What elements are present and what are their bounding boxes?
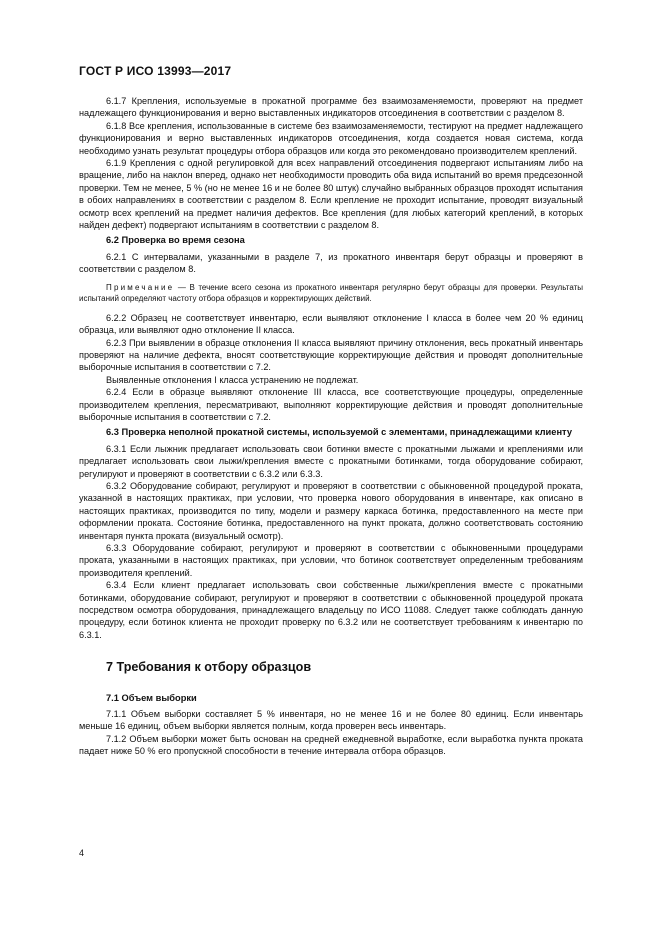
page-number: 4 [79,848,85,858]
paragraph-7-1-2: 7.1.2 Объем выборки может быть основан на средней ежедневной выработке, если выработка пункта проката падает ниже 50 % его пропускной способности в течение интервала отбора образцов. [79,733,583,757]
paragraph-6-2-1: 6.2.1 С интервалами, указанными в разделе 7, из прокатного инвентаря берут образцы и проверяют в соответствии с разделом 8. [79,251,583,275]
document-header: ГОСТ Р ИСО 13993—2017 [79,64,232,78]
paragraph-6-3-1: 6.3.1 Если лыжник предлагает использовать свои ботинки вместе с прокатными лыжами и креплениями или предлагает использовать свои лыжи/крепления вместе с прокатными ботинками, тогда оборудование собирают, регулируют и проверяют в соответствии с 6.3.2 или 6.3.3. [79,443,583,479]
paragraph-6-1-8: 6.1.8 Все крепления, использованные в системе без взаимозаменяемости, тестируют на предмет надлежащего функционирования и верно выставленных индикаторов отсоединения, когда создается новая система, когда необходимо узнать результат процедуры отбора образцов или когда это рекомендовано производителем креплений. [79,120,583,156]
heading-section-7: 7 Требования к отбору образцов [106,660,312,675]
paragraph-6-2-2: 6.2.2 Образец не соответствует инвентарю, если выявляют отклонение I класса в более чем 20 % единиц образца, или выявляют одно отклонение II класса. [79,312,583,336]
note-text: — В течение всего сезона из прокатного инвентаря регулярно берут образцы для проверки. Результаты испытаний определяют частоту отбора образцов и корректирующих действий. [79,282,583,304]
paragraph-6-2-3-continuation: Выявленные отклонения I класса устранению не подлежат. [106,374,359,385]
paragraph-6-2-4: 6.2.4 Если в образце выявляют отклонение III класса, все соответствующие процедуры, определенные производителем крепления, пересматривают, выполняют корректирующие действия и проводят дополнительные выборочные испытания в соответствии с 7.2. [79,387,583,422]
paragraph-6-1-9: 6.1.9 Крепления с одной регулировкой для всех направлений отсоединения подвергают испытаниям либо на вращение, либо на наклон вперед, однако нет необходимости проводить оба вида испытаний во время предсезонной проверки. Тем не менее, 5 % (но не менее 16 и не более 80 штук) случайно выбранных образцов проходят испытания в обоих направлениях в соответствии с разделом 8. Если крепление не проходит испытание, проводят визуальный осмотр всех креплений на предмет наличия дефектов. Все крепления (для любых категорий креплений, в которых найден дефект) подвергают испытаниям в соответствии с разделом 8. [79,158,583,231]
paragraph-6-1-7: 6.1.7 Крепления, используемые в прокатной программе без взаимозаменяемости, проверяют на предмет надлежащего функционирования и верно выставленных индикаторов отсоединения в соответствии с разделом 8. [79,96,583,119]
note [79,282,583,305]
paragraph-6-3-4: 6.3.4 Если клиент предлагает использовать свои собственные лыжи/крепления вместе с прокатными ботинками, оборудование собирают, регулируют и проверяют в соответствии с обыкновенной процедурой проката посредством осмотра оборудования, принадлежащего владельцу по ИСО 11088. Следует также соблюдать данную процедуру, если ботинок клиента не проходит проверку по 6.3.2 или не соответствует требованиям к инвентарю по 6.3.1. [79,580,583,640]
paragraph-7-1-1: 7.1.1 Объем выборки составляет 5 % инвентаря, но не менее 16 и не более 80 единиц. Если инвентарь меньше 16 единиц, объем выборки является полным, когда проверен весь инвентарь. [79,709,583,732]
heading-7-1: 7.1 Объем выборки [106,692,197,703]
paragraph-6-3-3: 6.3.3 Оборудование собирают, регулируют и проверяют в соответствии с обыкновенными процедурами проката, указанными в настоящих практиках, при условии, что ботинок соответствует определенным требованиям производителя креплений. [79,543,583,578]
document-body [79,95,583,758]
heading-6-2: 6.2 Проверка во время сезона [106,235,245,246]
heading-6-3: 6.3 Проверка неполной прокатной системы, используемой с элементами, принадлежащими клиенту [106,427,573,438]
note-label: Примечание [106,282,175,292]
paragraph-6-2-3: 6.2.3 При выявлении в образце отклонения II класса выявляют причину отклонения, весь прокатный инвентарь проверяют на наличие дефекта, вносят соответствующие корректирующие действия и проводят дополнительные выборочные испытания в соответствии с 7.2. [79,337,583,373]
paragraph-6-3-2: 6.3.2 Оборудование собирают, регулируют и проверяют в соответствии с обыкновенной процедурой проката, указанной в настоящих практиках, при условии, что проверка нового оборудования в инвентаре, как описано в настоящих практиках, производится по типу, модели и размеру каркаса ботинка, предоставленного на месте при оформлении проката. Состояние ботинка, предоставленного на пункт проката, должно соответствовать состоянию инвентаря пункта проката (визуальный осмотр). [79,480,583,541]
